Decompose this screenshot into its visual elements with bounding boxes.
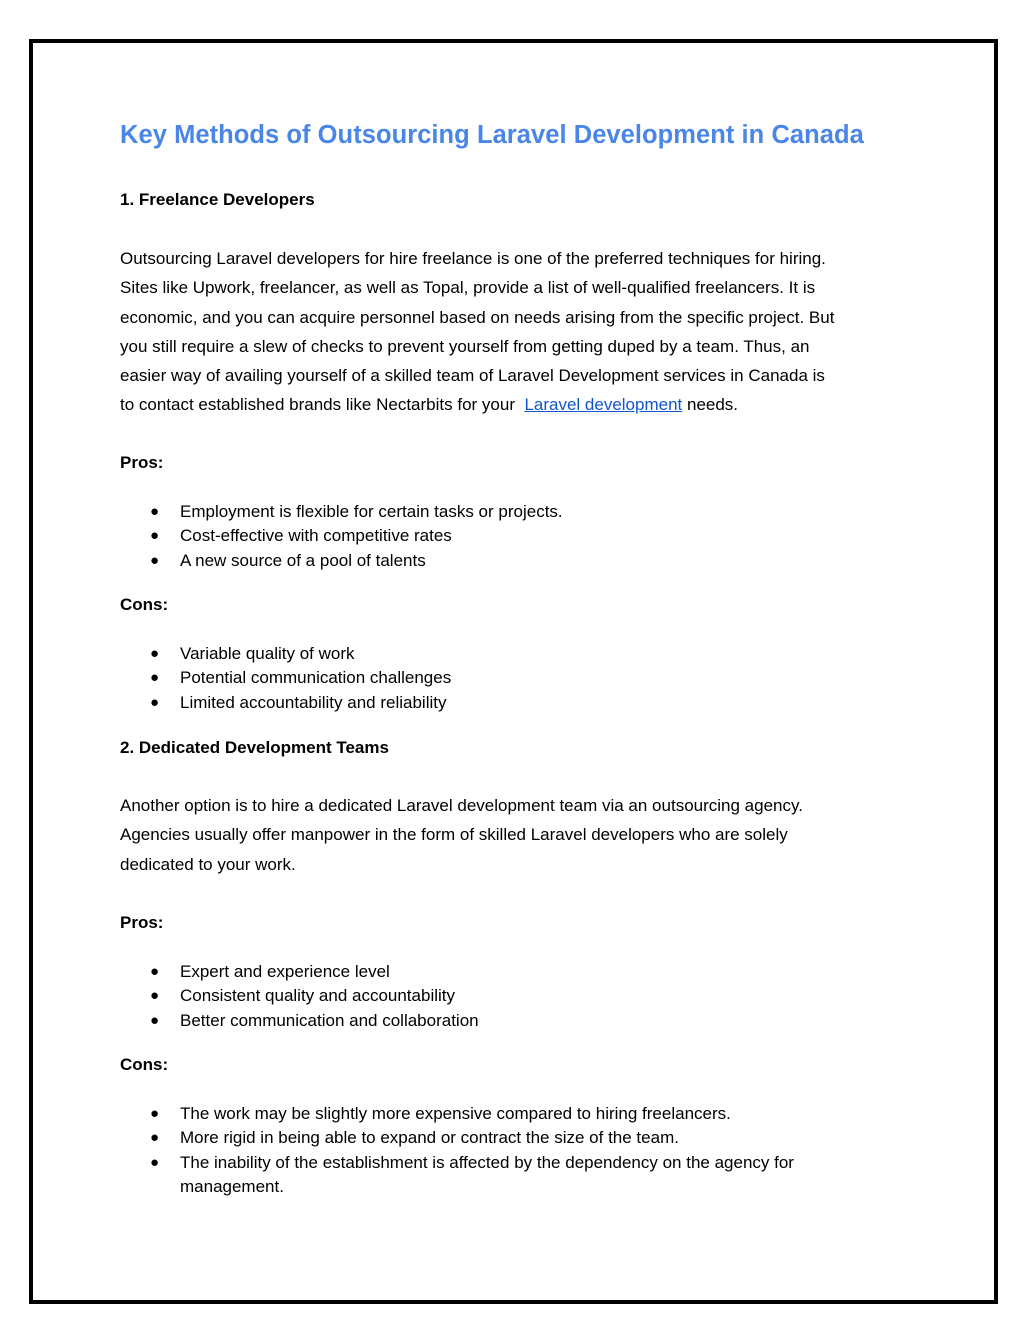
cons-label: Cons: [120,1055,169,1074]
paragraph-line: easier way of availing yourself of a skilled team of Laravel Development services in Canada is [120,366,825,386]
list-item-text: Variable quality of work [180,644,355,663]
bullet-icon: ● [150,669,160,687]
list-item-text: Potential communication challenges [180,668,452,688]
pros-label: Pros: [120,913,164,932]
cons-list [120,1102,880,1199]
bullet-icon: ● [150,551,160,569]
section-paragraph-dedicated [120,791,910,879]
bullet-icon: ● [150,693,160,711]
bullet-icon: ● [150,963,160,980]
bullet-icon: ● [150,1153,160,1171]
bullet-icon: ● [150,987,160,1005]
document-title: Key Methods of Outsourcing Laravel Development in Canada [120,121,864,149]
bullet-icon: ● [150,1129,160,1147]
paragraph-line: Outsourcing Laravel developers for hire freelance is one of the preferred techniques for hiring. [120,249,826,268]
list-item-text: More rigid in being able to expand or contract the size of the team. [180,1128,679,1148]
list-item-text: Expert and experience level [180,962,390,981]
list-item-text: Employment is flexible for certain tasks or projects. [180,502,563,521]
pros-list [120,960,880,1033]
list-item [120,1009,880,1033]
section-paragraph-freelance [120,244,910,420]
paragraph-line: economic, and you can acquire personnel based on needs arising from the specific project. But [120,307,835,327]
bullet-icon: ● [150,1011,160,1029]
list-item-text: The work may be slightly more expensive compared to hiring freelancers. [180,1104,731,1123]
list-item-text: The inability of the establishment is affected by the dependency on the agency for management. [180,1152,794,1196]
list-item [120,691,880,715]
list-item-text: Cost-effective with competitive rates [180,526,452,546]
list-item [120,1151,880,1200]
list-item [120,549,880,573]
section-heading-freelance-developers: 1. Freelance Developers [120,190,315,209]
paragraph-line: you still require a slew of checks to prevent yourself from getting duped by a team. Thus, an [120,336,810,356]
cons-label: Cons: [120,595,169,614]
bullet-icon: ● [150,645,160,662]
section-heading-dedicated-development-teams: 2. Dedicated Development Teams [120,738,389,757]
list-item [120,524,880,548]
paragraph-line: Sites like Upwork, freelancer, as well as Topal, provide a list of well-qualified freelancers. It is [120,278,816,298]
cons-list [120,642,880,715]
list-item [120,1102,880,1126]
pros-label: Pros: [120,453,164,472]
list-item [120,500,880,524]
list-item [120,960,880,984]
paragraph-line: Agencies usually offer manpower in the form of skilled Laravel developers who are solely [120,825,788,845]
paragraph-text: to contact established brands like Nectarbits for your [120,395,520,415]
bullet-icon: ● [150,527,160,545]
list-item [120,666,880,690]
list-item [120,642,880,666]
paragraph-line: Another option is to hire a dedicated Laravel development team via an outsourcing agency. [120,796,803,815]
bullet-icon: ● [150,503,160,520]
list-item [120,984,880,1008]
list-item-text: Better communication and collaboration [180,1010,479,1030]
laravel-development-link[interactable]: Laravel development [524,395,683,415]
bullet-icon: ● [150,1105,160,1122]
paragraph-line [120,390,910,419]
paragraph-text: needs. [682,395,739,415]
list-item-text: Limited accountability and reliability [180,692,447,712]
pros-list [120,500,880,573]
paragraph-line: dedicated to your work. [120,854,296,874]
list-item [120,1126,880,1150]
list-item-text: A new source of a pool of talents [180,550,426,570]
list-item-text: Consistent quality and accountability [180,986,455,1006]
